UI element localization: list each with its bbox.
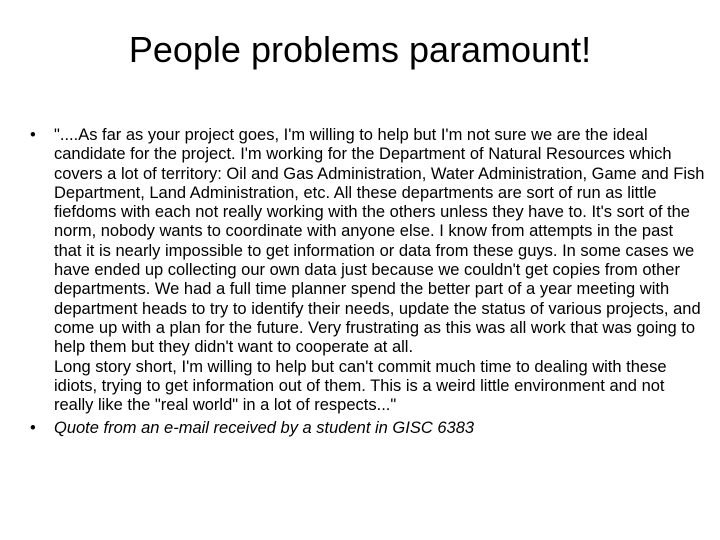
quote-attribution: Quote from an e-mail received by a student in GISC 6383 [54, 419, 475, 438]
bullet-item-attribution [30, 419, 705, 438]
email-quote-text: "....As far as your project goes, I'm willing to help but I'm not sure we are the ideal candidate for the project. I'm working for the Department of Natural Resources which covers a lot of territory: Oil and Gas Administration, Water Administration, Game and Fish Department, Land Administration, etc. All these departments are sort of run as little fiefdoms with each not really working with the others unless they have to. It's sort of the norm, nobody wants to coordinate with anyone else. I know from attempts in the past that it is nearly impossible to get information or data from these guys. In some cases we have ended up collecting our own data just because we couldn't get copies from other departments. We had a full time planner spend the better part of a year meeting with department heads to try to identify their needs, update the status of various projects, and come up with a plan for the future. Very frustrating as this was all work that was going to help them but they didn't want to cooperate at all. Long story short, I'm willing to help but can't commit much time to dealing with these idiots, trying to get information out of them. This is a weird little environment and not really like the "real world" in a lot of respects..." [54, 126, 705, 415]
bullet-marker: • [30, 126, 36, 144]
bullet-item-quote [30, 126, 705, 415]
slide-title: People problems paramount! [128, 29, 592, 70]
bullet-list [30, 126, 705, 443]
bullet-marker: • [30, 419, 36, 438]
